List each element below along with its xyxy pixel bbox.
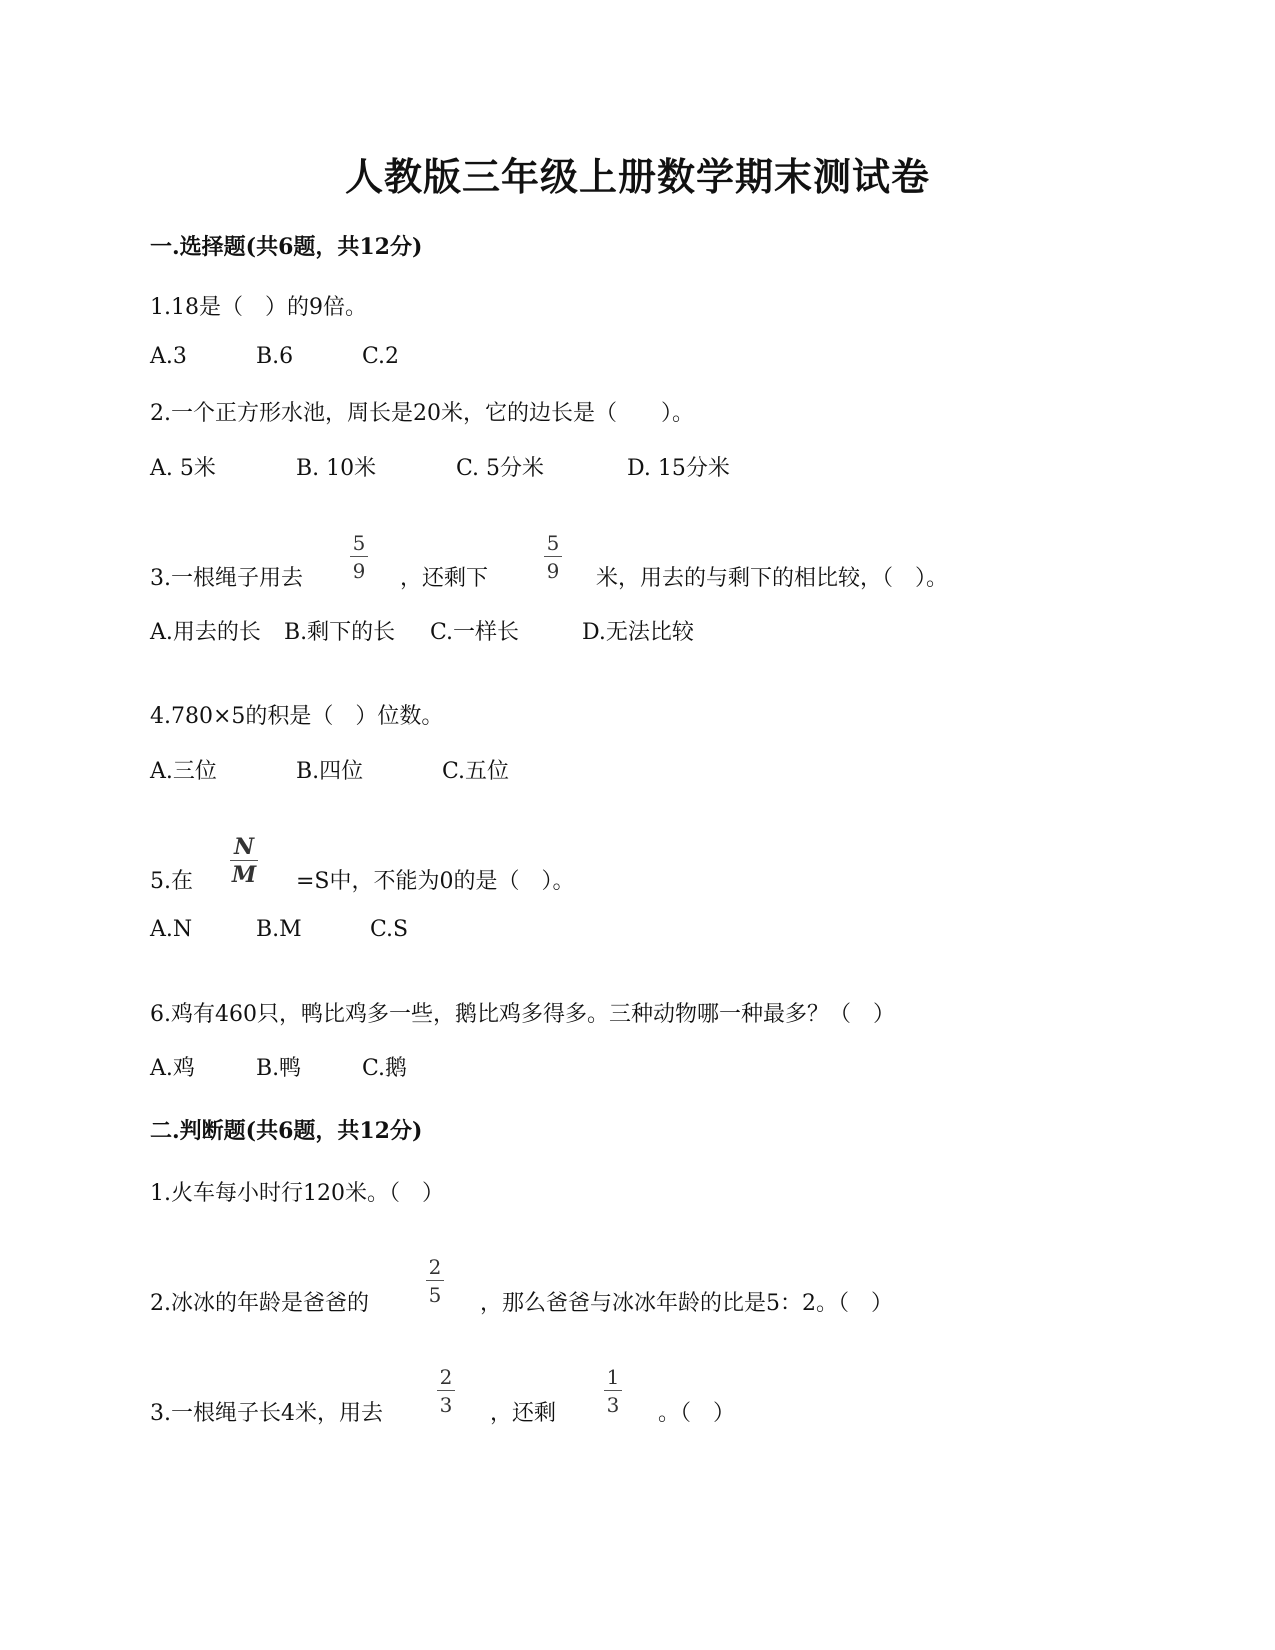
fraction-numerator: 2 bbox=[439, 1365, 453, 1389]
fraction-2-3-a bbox=[437, 1366, 455, 1416]
question-1-3-part3: 米，用去的与剩下的相比较，（ ）。 bbox=[596, 566, 949, 591]
fraction-denominator: 3 bbox=[606, 1393, 620, 1417]
option-1-6-c: C.鹅 bbox=[362, 1056, 408, 1081]
fraction-1-3-b bbox=[544, 532, 562, 582]
option-1-1-b: B.6 bbox=[256, 344, 294, 369]
question-1-3-part2: ，还剩下 bbox=[400, 566, 489, 591]
option-1-3-a: A.用去的长 bbox=[150, 620, 261, 645]
option-1-6-b: B.鸭 bbox=[256, 1056, 302, 1081]
fraction-numerator: N bbox=[233, 834, 255, 860]
fraction-numerator: 5 bbox=[352, 531, 366, 555]
question-1-6: 6.鸡有460只，鸭比鸡多一些，鹅比鸡多得多。三种动物哪一种最多？（ ） bbox=[150, 1002, 895, 1027]
question-2-3-part3: 。（ ） bbox=[658, 1401, 736, 1426]
fraction-denominator: 9 bbox=[546, 559, 560, 583]
fraction-1-3-a bbox=[350, 532, 368, 582]
question-2-3-part1: 3.一根绳子长4米，用去 bbox=[150, 1401, 383, 1426]
page-title: 人教版三年级上册数学期末测试卷 bbox=[344, 154, 930, 199]
fraction-2-2 bbox=[426, 1256, 444, 1306]
option-1-5-b: B.M bbox=[256, 917, 302, 942]
option-1-2-c: C. 5分米 bbox=[456, 456, 545, 481]
fraction-denominator: 3 bbox=[439, 1393, 453, 1417]
question-1-2: 2.一个正方形水池，周长是20米，它的边长是（ ）。 bbox=[150, 401, 694, 426]
fraction-numerator: 2 bbox=[428, 1255, 442, 1279]
question-1-3-part1: 3.一根绳子用去 bbox=[150, 566, 303, 591]
option-1-6-a: A.鸡 bbox=[150, 1056, 195, 1081]
question-1-4: 4.780×5的积是（ ）位数。 bbox=[150, 704, 444, 729]
option-1-3-b: B.剩下的长 bbox=[284, 620, 396, 645]
question-1-5-part2: =S中，不能为0的是（ ）。 bbox=[296, 869, 575, 894]
fraction-bar bbox=[544, 556, 562, 557]
option-1-4-a: A.三位 bbox=[150, 759, 217, 784]
option-1-4-c: C.五位 bbox=[442, 759, 510, 784]
option-1-5-a: A.N bbox=[150, 917, 193, 942]
fraction-1-5 bbox=[230, 836, 258, 886]
option-1-2-b: B. 10米 bbox=[296, 456, 377, 481]
fraction-denominator: 5 bbox=[428, 1283, 442, 1307]
fraction-bar bbox=[437, 1390, 455, 1391]
question-1-5-part1: 5.在 bbox=[150, 869, 193, 894]
option-1-3-c: C.一样长 bbox=[430, 620, 520, 645]
question-2-2-part1: 2.冰冰的年龄是爸爸的 bbox=[150, 1291, 369, 1316]
fraction-numerator: 5 bbox=[546, 531, 560, 555]
fraction-numerator: 1 bbox=[606, 1365, 620, 1389]
option-1-5-c: C.S bbox=[370, 917, 409, 942]
option-1-4-b: B.四位 bbox=[296, 759, 364, 784]
option-1-3-d: D.无法比较 bbox=[582, 620, 694, 645]
question-1-1: 1.18是（ ）的9倍。 bbox=[150, 295, 367, 320]
fraction-denominator: M bbox=[231, 862, 257, 888]
section-heading-choice: 一.选择题(共6题，共12分) bbox=[150, 234, 423, 260]
option-1-2-d: D. 15分米 bbox=[627, 456, 730, 481]
fraction-bar bbox=[604, 1390, 622, 1391]
option-1-2-a: A. 5米 bbox=[150, 456, 216, 481]
question-2-2-part2: ，那么爸爸与冰冰年龄的比是5：2。（ ） bbox=[480, 1291, 893, 1316]
question-2-1: 1.火车每小时行120米。（ ） bbox=[150, 1181, 444, 1206]
section-heading-judgement: 二.判断题(共6题，共12分) bbox=[150, 1118, 423, 1144]
question-2-3-part2: ，还剩 bbox=[490, 1401, 557, 1426]
fraction-2-3-b bbox=[604, 1366, 622, 1416]
fraction-bar bbox=[426, 1280, 444, 1281]
option-1-1-a: A.3 bbox=[150, 344, 187, 369]
option-1-1-c: C.2 bbox=[362, 344, 400, 369]
fraction-bar bbox=[350, 556, 368, 557]
fraction-bar bbox=[230, 860, 258, 861]
fraction-denominator: 9 bbox=[352, 559, 366, 583]
